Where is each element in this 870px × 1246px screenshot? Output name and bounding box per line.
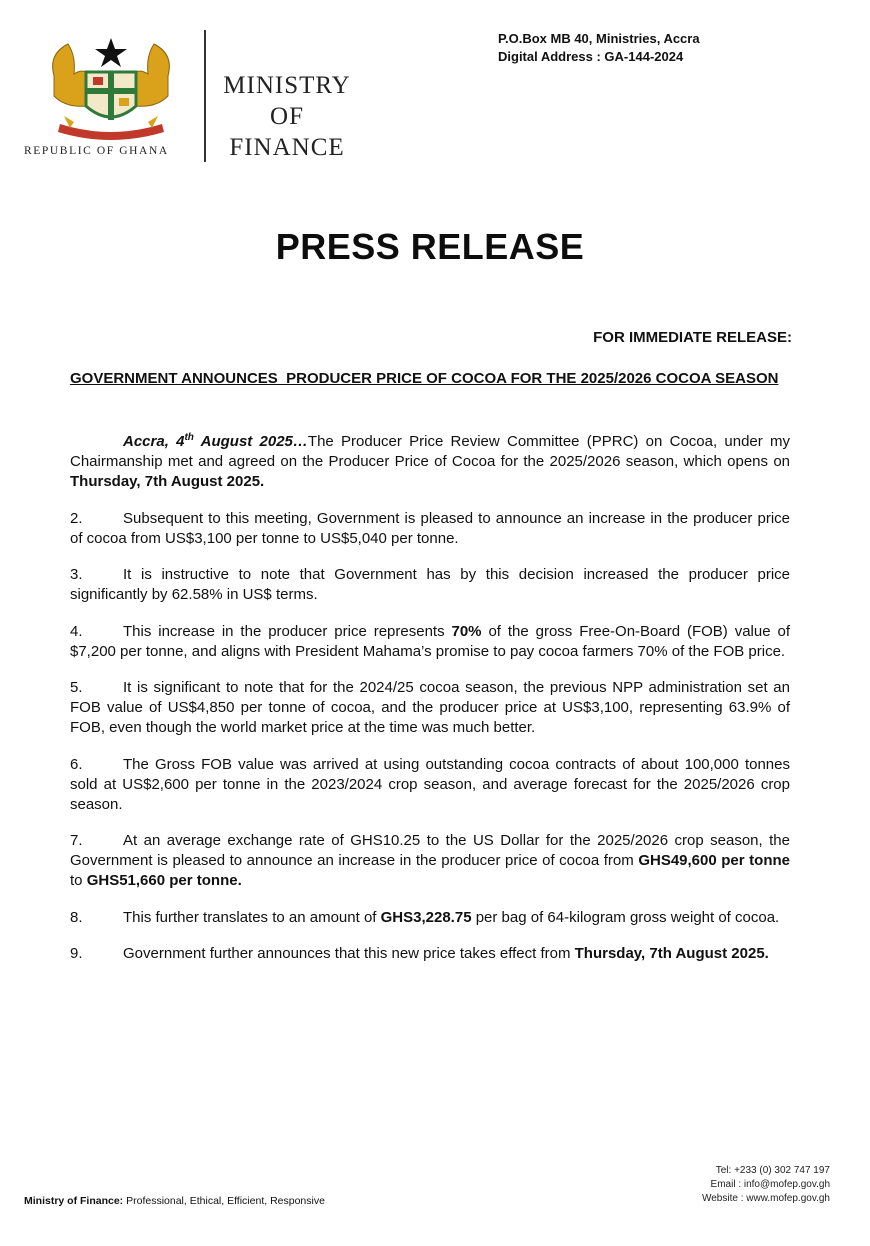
footer-website: Website : www.mofep.gov.gh [701, 1193, 830, 1204]
release-body [70, 428, 790, 981]
paragraph-1: Accra, 4th August 2025…The Producer Price Review Committee (PPRC) on Cocoa, under my Chairmanship met and agreed on the Producer Price of Cocoa for the 2025/2026 season, which opens on Thursday, 7th August 2025. [70, 432, 790, 490]
page-title: PRESS RELEASE [275, 226, 585, 267]
paragraph-number: 3. [70, 566, 83, 583]
ministry-line-2: OF [270, 103, 304, 130]
paragraph-number: 8. [70, 908, 83, 926]
footer-tel: Tel: +233 (0) 302 747 197 [715, 1165, 830, 1176]
paragraph-3: 3. It is instructive to note that Government has by this decision increased the producer price significantly by 62.58% in US$ terms. [70, 566, 790, 603]
ministry-line-3: FINANCE [229, 134, 345, 161]
headline: GOVERNMENT ANNOUNCES PRODUCER PRICE OF COCOA FOR THE 2025/2026 COCOA SEASON [70, 370, 779, 387]
paragraph-9: 9. Government further announces that this new price takes effect from Thursday, 7th August 2025. [70, 945, 769, 962]
ministry-wordmark [212, 70, 362, 163]
footer-contact [702, 1164, 830, 1206]
address-line-2: Digital Address : GA-144-2024 [498, 49, 684, 64]
ministry-line-1: MINISTRY [223, 72, 351, 99]
paragraph-number: 5. [70, 679, 83, 696]
footer-motto: Ministry of Finance: Professional, Ethical, Efficient, Responsive [24, 1195, 325, 1207]
paragraph-4: 4. This increase in the producer price represents 70% of the gross Free-On-Board (FOB) value of $7,200 per tonne, and aligns with President Mahama’s promise to pay cocoa farmers 70% of the FOB price. [70, 622, 790, 660]
paragraph-number: 7. [70, 832, 83, 849]
paragraph-8: 8. This further translates to an amount of GHS3,228.75 per bag of 64-kilogram gross weight of cocoa. [70, 908, 780, 926]
paragraph-number: 2. [70, 509, 83, 527]
header-divider [204, 30, 206, 162]
release-label: FOR IMMEDIATE RELEASE: [593, 329, 792, 346]
coat-of-arms-icon [46, 36, 176, 144]
footer-email: Email : info@mofep.gov.gh [710, 1179, 830, 1190]
postal-address [498, 30, 700, 66]
paragraph-5: 5. It is significant to note that for the 2024/25 cocoa season, the previous NPP administration set an FOB value of US$4,850 per tonne of cocoa, and the producer price at US$3,100, representing 63.9% of FOB, even though the world market price at the time was much better. [70, 679, 790, 736]
paragraph-6: 6. The Gross FOB value was arrived at using outstanding cocoa contracts of about 100,000 tonnes sold at US$2,600 per tonne in the 2023/2024 crop season, and average forecast for the 2025/2026 crop season. [70, 755, 790, 813]
dateline: Accra, 4th August 2025… [123, 432, 308, 450]
paragraph-number: 6. [70, 755, 83, 773]
address-line-1: P.O.Box MB 40, Ministries, Accra [498, 31, 700, 46]
paragraph-7: 7. At an average exchange rate of GHS10.25 to the US Dollar for the 2025/2026 crop season, the Government is pleased to announce an increase in the producer price of cocoa from GHS49,600 per tonne to GHS51,660 per tonne. [70, 832, 790, 889]
paragraph-number: 4. [70, 622, 83, 640]
paragraph-2: 2. Subsequent to this meeting, Government is pleased to announce an increase in the producer price of cocoa from US$3,100 per tonne to US$5,040 per tonne. [70, 509, 790, 547]
paragraph-number: 9. [70, 945, 83, 962]
republic-label: REPUBLIC OF GHANA [24, 145, 169, 157]
